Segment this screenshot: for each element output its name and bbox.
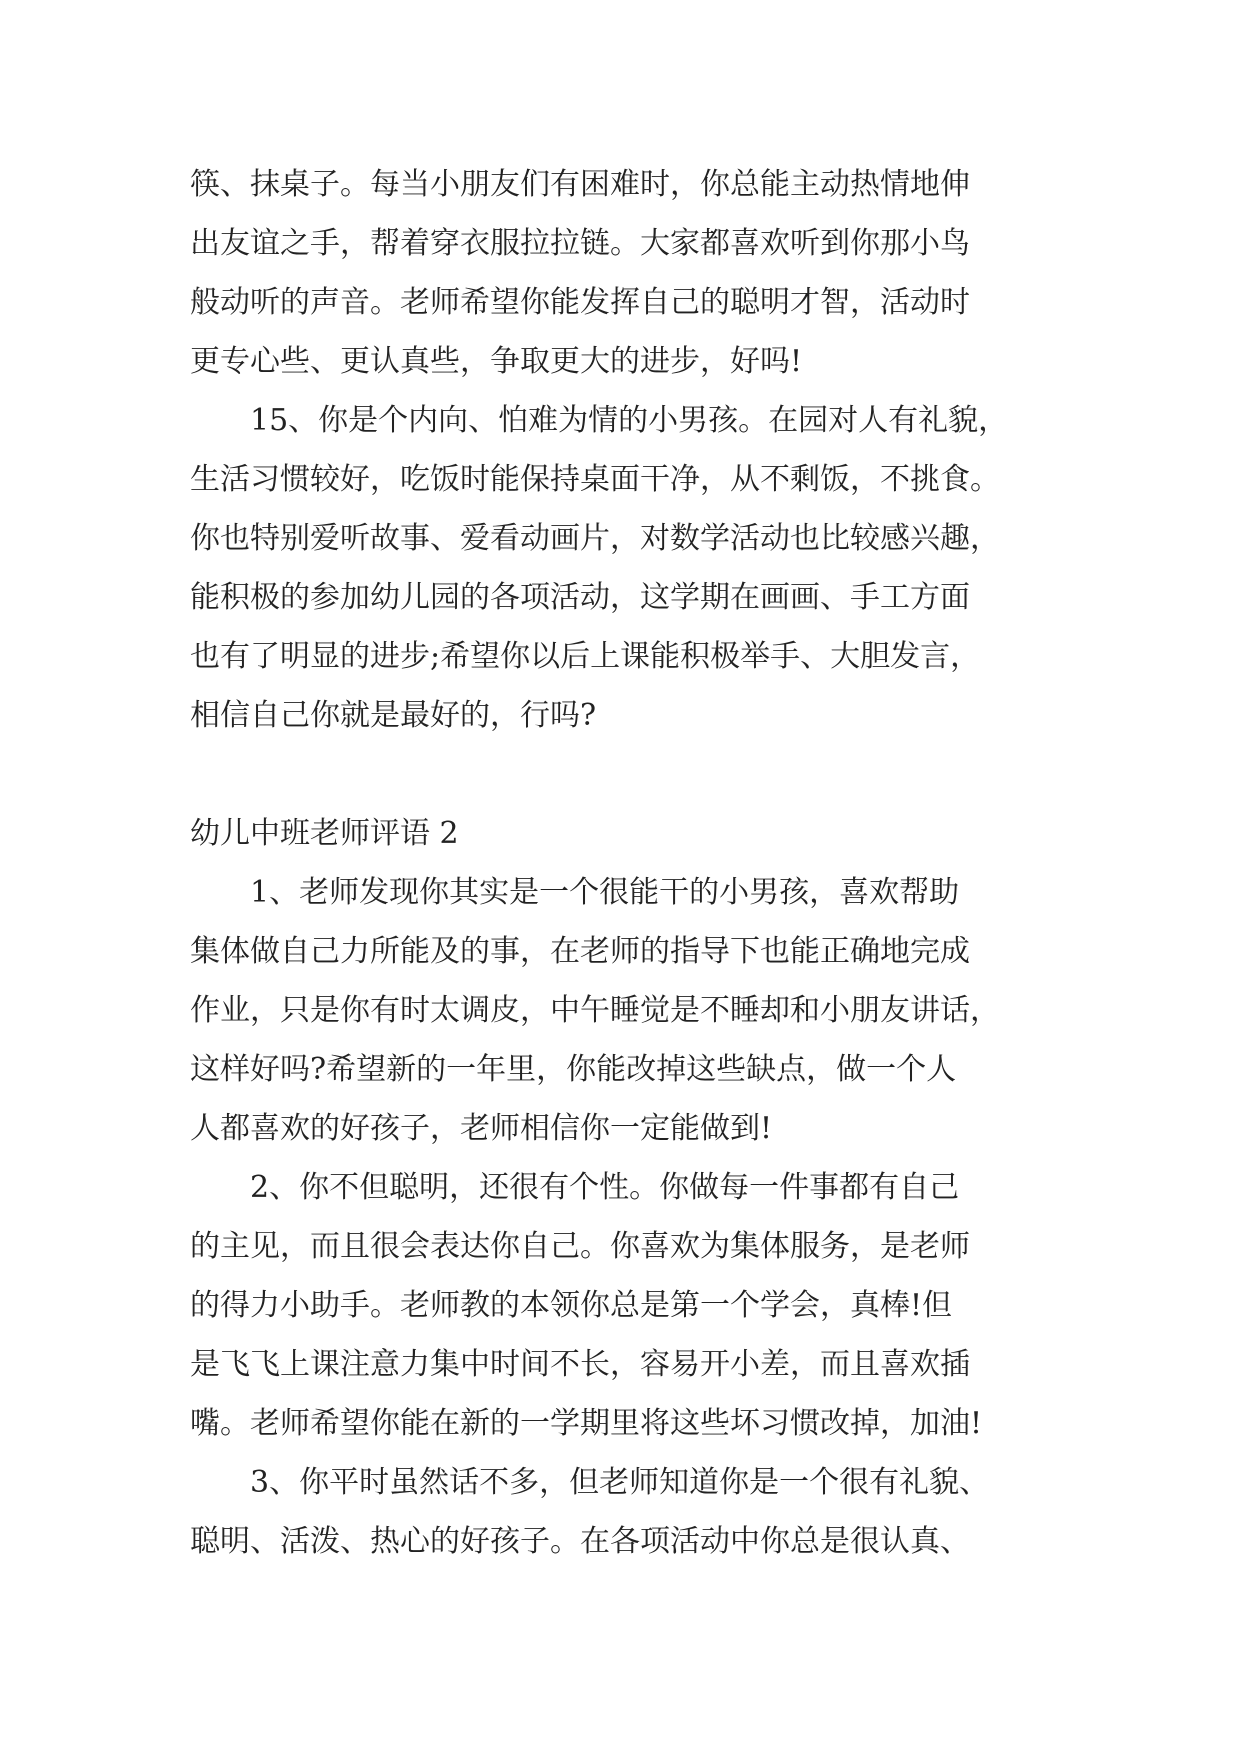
text-line: 相信自己你就是最好的，行吗? (190, 698, 597, 733)
document-body (190, 155, 1070, 1571)
text-line: 15、你是个内向、怕难为情的小男孩。在园对人有礼貌， (250, 403, 1009, 438)
text-line: 能积极的参加幼儿园的各项活动，这学期在画画、手工方面 (190, 580, 970, 615)
text-line: 1、老师发现你其实是一个很能干的小男孩，喜欢帮助 (250, 875, 960, 910)
text-line: 人都喜欢的好孩子，老师相信你一定能做到! (190, 1111, 773, 1146)
text-line: 是飞飞上课注意力集中时间不长，容易开小差，而且喜欢插 (190, 1347, 970, 1382)
paragraph-comment-1 (190, 863, 1070, 1158)
text-line: 嘴。老师希望你能在新的一学期里将这些坏习惯改掉，加油! (190, 1406, 983, 1441)
text-line: 出友谊之手，帮着穿衣服拉拉链。大家都喜欢听到你那小鸟 (190, 226, 970, 261)
text-line: 你也特别爱听故事、爱看动画片，对数学活动也比较感兴趣， (190, 521, 1000, 556)
heading-text: 幼儿中班老师评语 2 (190, 816, 459, 851)
text-line: 聪明、活泼、热心的好孩子。在各项活动中你总是很认真、 (190, 1524, 970, 1559)
paragraph-comment-2 (190, 1158, 1070, 1453)
text-line: 这样好吗?希望新的一年里，你能改掉这些缺点，做一个人 (190, 1052, 957, 1087)
text-line: 生活习惯较好，吃饭时能保持桌面干净，从不剩饭，不挑食。 (190, 462, 1000, 497)
text-line: 的主见，而且很会表达你自己。你喜欢为集体服务，是老师 (190, 1229, 970, 1264)
text-line: 般动听的声音。老师希望你能发挥自己的聪明才智，活动时 (190, 285, 970, 320)
text-line: 更专心些、更认真些，争取更大的进步，好吗! (190, 344, 803, 379)
paragraph-comment-3 (190, 1453, 1070, 1571)
text-line: 作业，只是你有时太调皮，中午睡觉是不睡却和小朋友讲话， (190, 993, 1000, 1028)
text-line: 的得力小助手。老师教的本领你总是第一个学会，真棒!但 (190, 1288, 953, 1323)
text-line: 集体做自己力所能及的事，在老师的指导下也能正确地完成 (190, 934, 970, 969)
text-line: 3、你平时虽然话不多，但老师知道你是一个很有礼貌、 (250, 1465, 990, 1500)
text-line: 2、你不但聪明，还很有个性。你做每一件事都有自己 (250, 1170, 960, 1205)
text-line: 也有了明显的进步;希望你以后上课能积极举手、大胆发言， (190, 639, 981, 674)
section-heading (190, 804, 1070, 863)
paragraph-continuation (190, 155, 1070, 391)
paragraph-comment-15 (190, 391, 1070, 745)
text-line: 筷、抹桌子。每当小朋友们有困难时，你总能主动热情地伸 (190, 167, 970, 202)
